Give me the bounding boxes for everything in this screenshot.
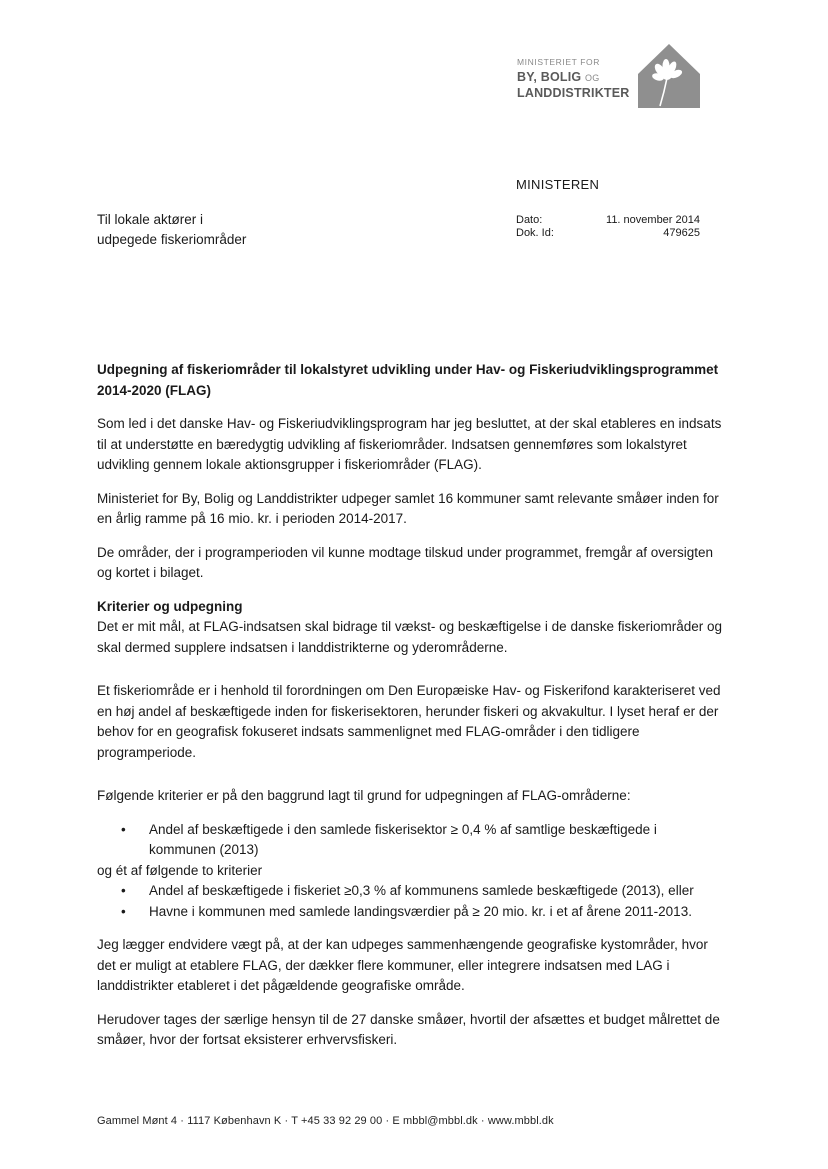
paragraph-5: Et fiskeriområde er i henhold til forordningen om Den Europæiske Hav- og Fiskerifond karakteriseret ved en høj andel af beskæftigede inden for fiskerisektoren, herunder fiskeri og akvakultur. I lyset heraf er der behov for en geografisk fokuseret indsats sammenlignet med FLAG-områder i den tidligere programperiode.: [97, 683, 721, 760]
criteria-list-1: [97, 820, 722, 861]
recipient-block: [97, 210, 246, 250]
paragraph-7: Jeg lægger endvidere vægt på, at der kan udpeges sammenhængende geografiske kystområder, hvor det er muligt at etablere FLAG, der dækker flere kommuner, eller integrere indsatsen med LAG i landdistrikter etableret i det pågældende geografiske område.: [97, 937, 708, 993]
paragraph-3: De områder, der i programperioden vil kunne modtage tilskud under programmet, fremgår af oversigten og kortet i bilaget.: [97, 544, 714, 580]
paragraph-6: Følgende kriterier er på den baggrund lagt til grund for udpegningen af FLAG-områderne:: [97, 788, 631, 803]
logo-line-2: [517, 71, 630, 84]
ministry-logo-text: [517, 58, 630, 100]
dok-id-row: [516, 227, 700, 240]
paragraph-1: Som led i det danske Hav- og Fiskeriudviklingsprogram har jeg besluttet, at der skal etableres en indsats til at understøtte en bæredygtig udvikling af fiskeriområder. Indsatsen gennemføres som lokalstyret udvikling gennem lokale aktionsgrupper i fiskeriområder (FLAG).: [97, 416, 722, 472]
footer-address: Gammel Mønt 4 · 1117 København K · T +45 33 92 29 00 · E mbbl@mbbl.dk · www.mbbl.dk: [97, 1115, 554, 1127]
dok-id-value: 479625: [663, 227, 700, 239]
criteria-connector: og ét af følgende to kriterier: [97, 862, 263, 878]
logo-line-2-og: OG: [585, 72, 600, 83]
sender-title: MINISTEREN: [516, 177, 600, 192]
date-value: 11. november 2014: [606, 214, 700, 226]
recipient-line-1: Til lokale aktører i: [97, 212, 204, 227]
house-flower-logo-icon: [638, 44, 700, 108]
logo-line-1: MINISTERIET FOR: [517, 57, 600, 67]
dok-id-label: Dok. Id:: [516, 227, 554, 239]
subheading-criteria: Kriterier og udpegning: [97, 598, 243, 614]
date-label: Dato:: [516, 214, 543, 226]
recipient-line-2: udpegede fiskeriområder: [97, 232, 247, 247]
paragraph-8: Herudover tages der særlige hensyn til de 27 danske småøer, hvortil der afsættes et budget målrettet de småøer, hvor der fortsat eksisterer erhvervsfiskeri.: [97, 1011, 720, 1047]
document-meta: [516, 214, 700, 240]
date-row: [516, 214, 700, 227]
paragraph-4: Det er mit mål, at FLAG-indsatsen skal bidrage til vækst- og beskæftigelse i de danske fiskeriområder og skal dermed supplere indsatsen i landdistrikterne og yderområderne.: [97, 619, 723, 655]
letter-body: [97, 360, 722, 1064]
criteria-bullet-3: • Havne i kommunen med samlede landingsværdier på ≥ 20 mio. kr. i et af årene 2011-2013.: [97, 902, 722, 923]
logo-line-2-main: BY, BOLIG: [517, 69, 582, 84]
paragraph-2: Ministeriet for By, Bolig og Landdistrikter udpeger samlet 16 kommuner samt relevante småøer inden for en årlig ramme på 16 mio. kr. i perioden 2014-2017.: [97, 490, 719, 526]
criteria-bullet-2: • Andel af beskæftigede i fiskeriet ≥0,3 % af kommunens samlede beskæftigede (2013), eller: [97, 881, 722, 902]
criteria-list-2: [97, 881, 722, 922]
criteria-bullet-1: • Andel af beskæftigede i den samlede fiskerisektor ≥ 0,4 % af samtlige beskæftigede i kommunen (2013): [97, 820, 722, 861]
letter-title: Udpegning af fiskeriområder til lokalstyret udvikling under Hav- og Fiskeriudviklingsprogrammet 2014-2020 (FLAG): [97, 362, 719, 398]
logo-line-3: LANDDISTRIKTER: [517, 86, 630, 100]
